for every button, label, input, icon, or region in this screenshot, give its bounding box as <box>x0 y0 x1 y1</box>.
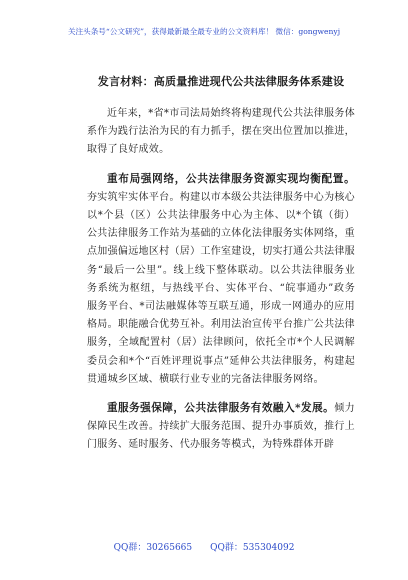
footer-contact <box>0 540 408 553</box>
paragraph-lead: 重布局强网络，公共法律服务资源实现均衡配置。 <box>107 172 355 185</box>
paragraph-network <box>87 170 355 389</box>
document-title: 发言材料：高质量推进现代公共法律服务体系建设 <box>97 75 345 88</box>
qq-group-2: QQ群：535304092 <box>210 543 295 553</box>
paragraph-text: 夯实筑牢实体平台。构建以市本级公共法律服务中心为核心以*个县（区）公共法律服务中心为主体、以*个镇（街）公共法律服务工作站为基础的立体化法律服务实体网络，重点加强偏远地区村（居）工作室建设，切实打通公共法律服务“最后一公里”。线上线下整体联动。以公共法律服务业务系统为枢纽，与热线平台、实体平台、“皖事通办”政务服务平台、*司法融媒体等互联互通，形成一网通办的应用格局。职能融合优势互补。利用法治宣传平台推广公共法律服务，全域配置村（居）法律顾问，依托全市*个人民调解委员会和*个“百姓评理说事点”延伸公共法律服务，构建起贯通城乡区域、横联行业专业的完备法律服务网络。 <box>87 191 355 385</box>
qq-group-1: QQ群：30265665 <box>113 543 193 553</box>
paragraph-intro <box>87 104 355 160</box>
paragraph-text: 近年来，*省*市司法局始终将构建现代公共法律服务体系作为践行法治为民的有力抓手，摆在突出位置加以推进，取得了良好成效。 <box>87 108 355 156</box>
paragraph-text: 倾力保障民生改善。持续扩大服务范围、提升办事质效，推行上门服务、延时服务、代办服务等模式，为特殊群体开辟 <box>87 403 355 451</box>
paragraph-lead: 重服务强保障，公共法律服务有效融入*发展。 <box>107 402 335 415</box>
paragraph-service <box>87 399 355 455</box>
document-body <box>87 73 355 465</box>
promo-banner: 关注头条号“公文研究”，获得最新最全最专业的公文资料库！ 微信：gongwenyj <box>67 27 341 36</box>
